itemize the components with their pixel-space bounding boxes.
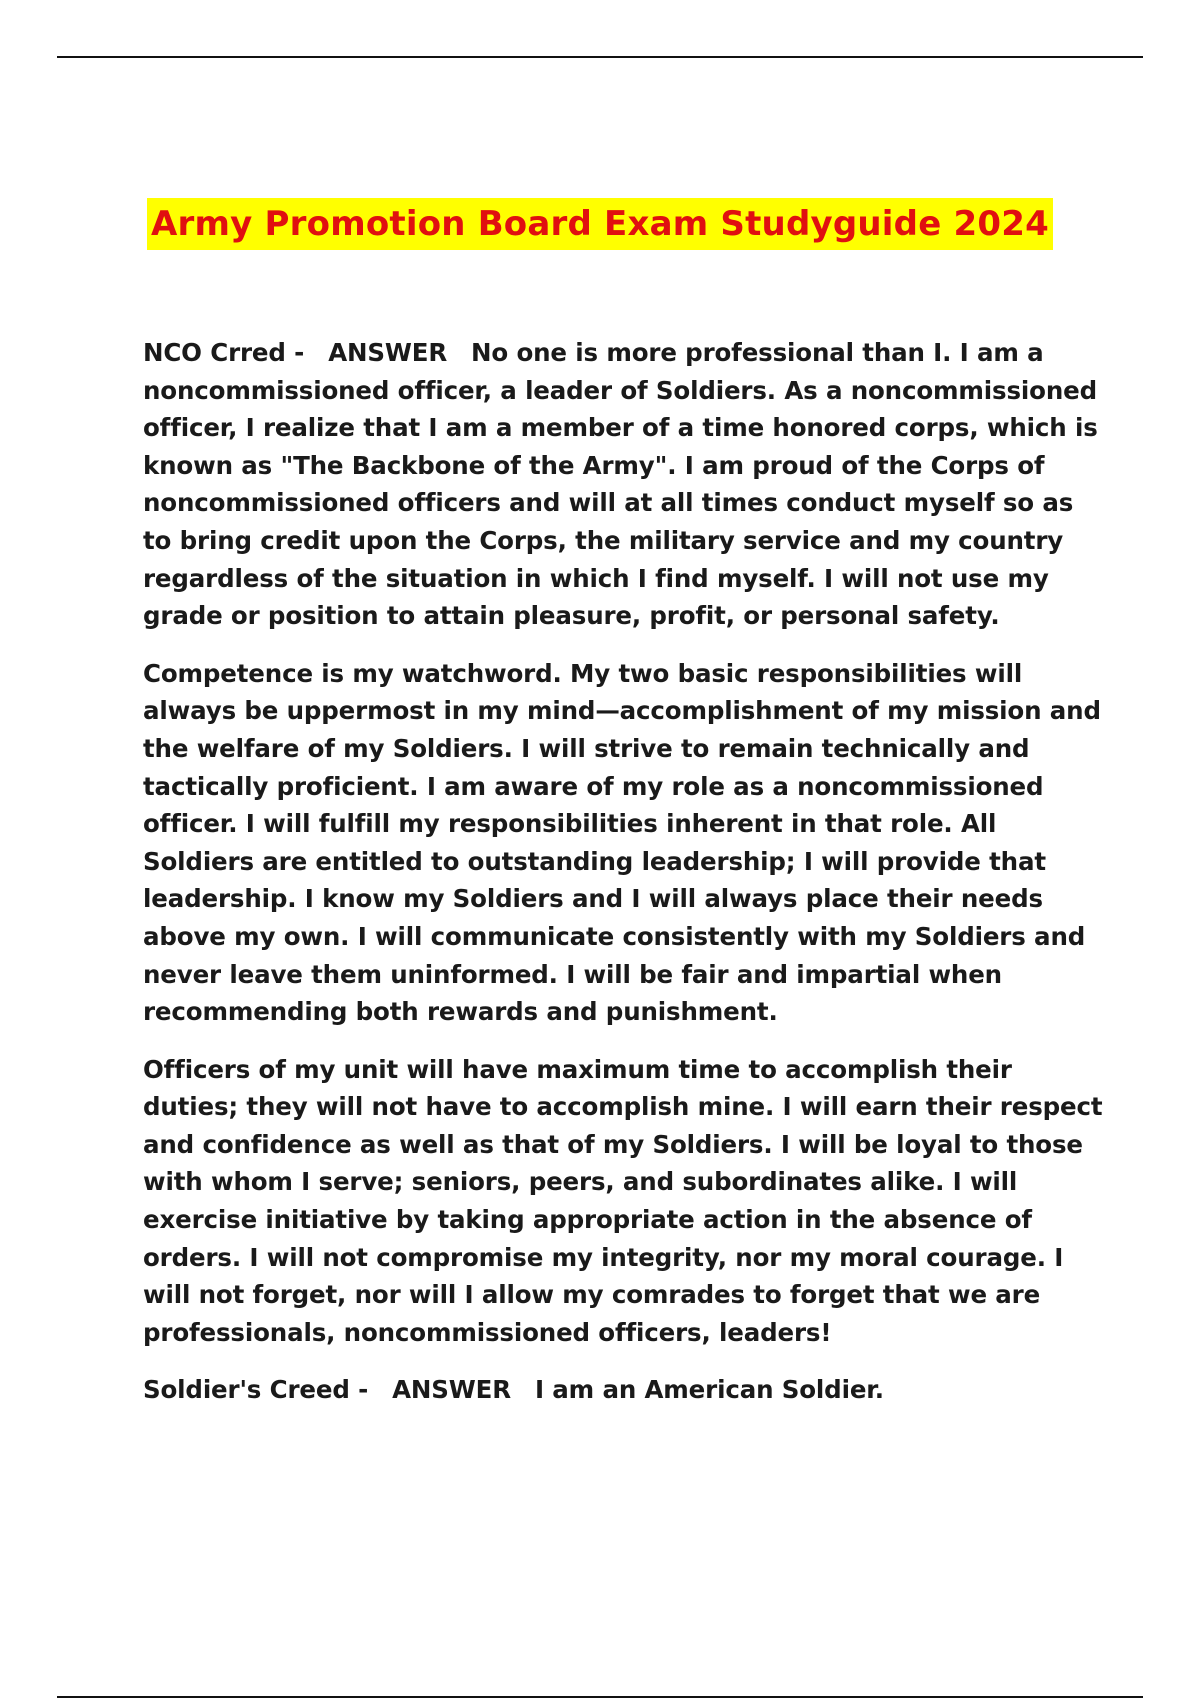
- top-divider: [57, 56, 1143, 58]
- entry-nco-creed-paragraph-3: Officers of my unit will have maximum time to accomplish their duties; they will not have to accomplish mine. I will earn their respect and confidence as well as that of my Soldiers. I will be loyal to those with whom I serve; seniors, peers, and subordinates alike. I will exercise initiative by taking appropriate action in the absence of orders. I will not compromise my integrity, nor my moral courage. I will not forget, nor will I allow my comrades to forget that we are professionals, noncommissioned officers, leaders!: [143, 1054, 1103, 1347]
- document-title: Army Promotion Board Exam Studyguide 2024: [147, 198, 1053, 250]
- question-label: NCO Crred -: [143, 338, 305, 367]
- answer-text: No one is more professional than I. I am a noncommissioned officer, a leader of Soldiers. As a noncommissioned officer, I realize that I am a member of a time honored corps, which is known as "The Backbone of the Army". I am proud of the Corps of noncommissioned officers and will at all times conduct myself so as to bring credit upon the Corps, the military service and my country regardless of the situation in which I find myself. I will not use my grade or position to attain pleasure, profit, or personal safety.: [143, 338, 1098, 631]
- entry-nco-creed-paragraph-2: Competence is my watchword. My two basic responsibilities will always be uppermost in my mind—accomplishment of my mission and the welfare of my Soldiers. I will strive to remain technically and tactically proficient. I am aware of my role as a noncommissioned officer. I will fulfill my responsibilities inherent in that role. All Soldiers are entitled to outstanding leadership; I will provide that leadership. I know my Soldiers and I will always place their needs above my own. I will communicate consistently with my Soldiers and never leave them uninformed. I will be fair and impartial when recommending both rewards and punishment.: [143, 658, 1101, 1027]
- document-body: [143, 334, 1103, 1429]
- entry-soldiers-creed: [143, 1371, 1103, 1409]
- answer-text: I am an American Soldier.: [534, 1375, 884, 1405]
- bottom-divider: [57, 1696, 1143, 1698]
- entry-nco-creed-paragraph-1: [143, 334, 1103, 635]
- answer-label: ANSWER: [328, 338, 448, 367]
- title-container: [0, 198, 1200, 250]
- answer-label: ANSWER: [392, 1375, 511, 1405]
- question-label: Soldier's Creed -: [143, 1375, 369, 1405]
